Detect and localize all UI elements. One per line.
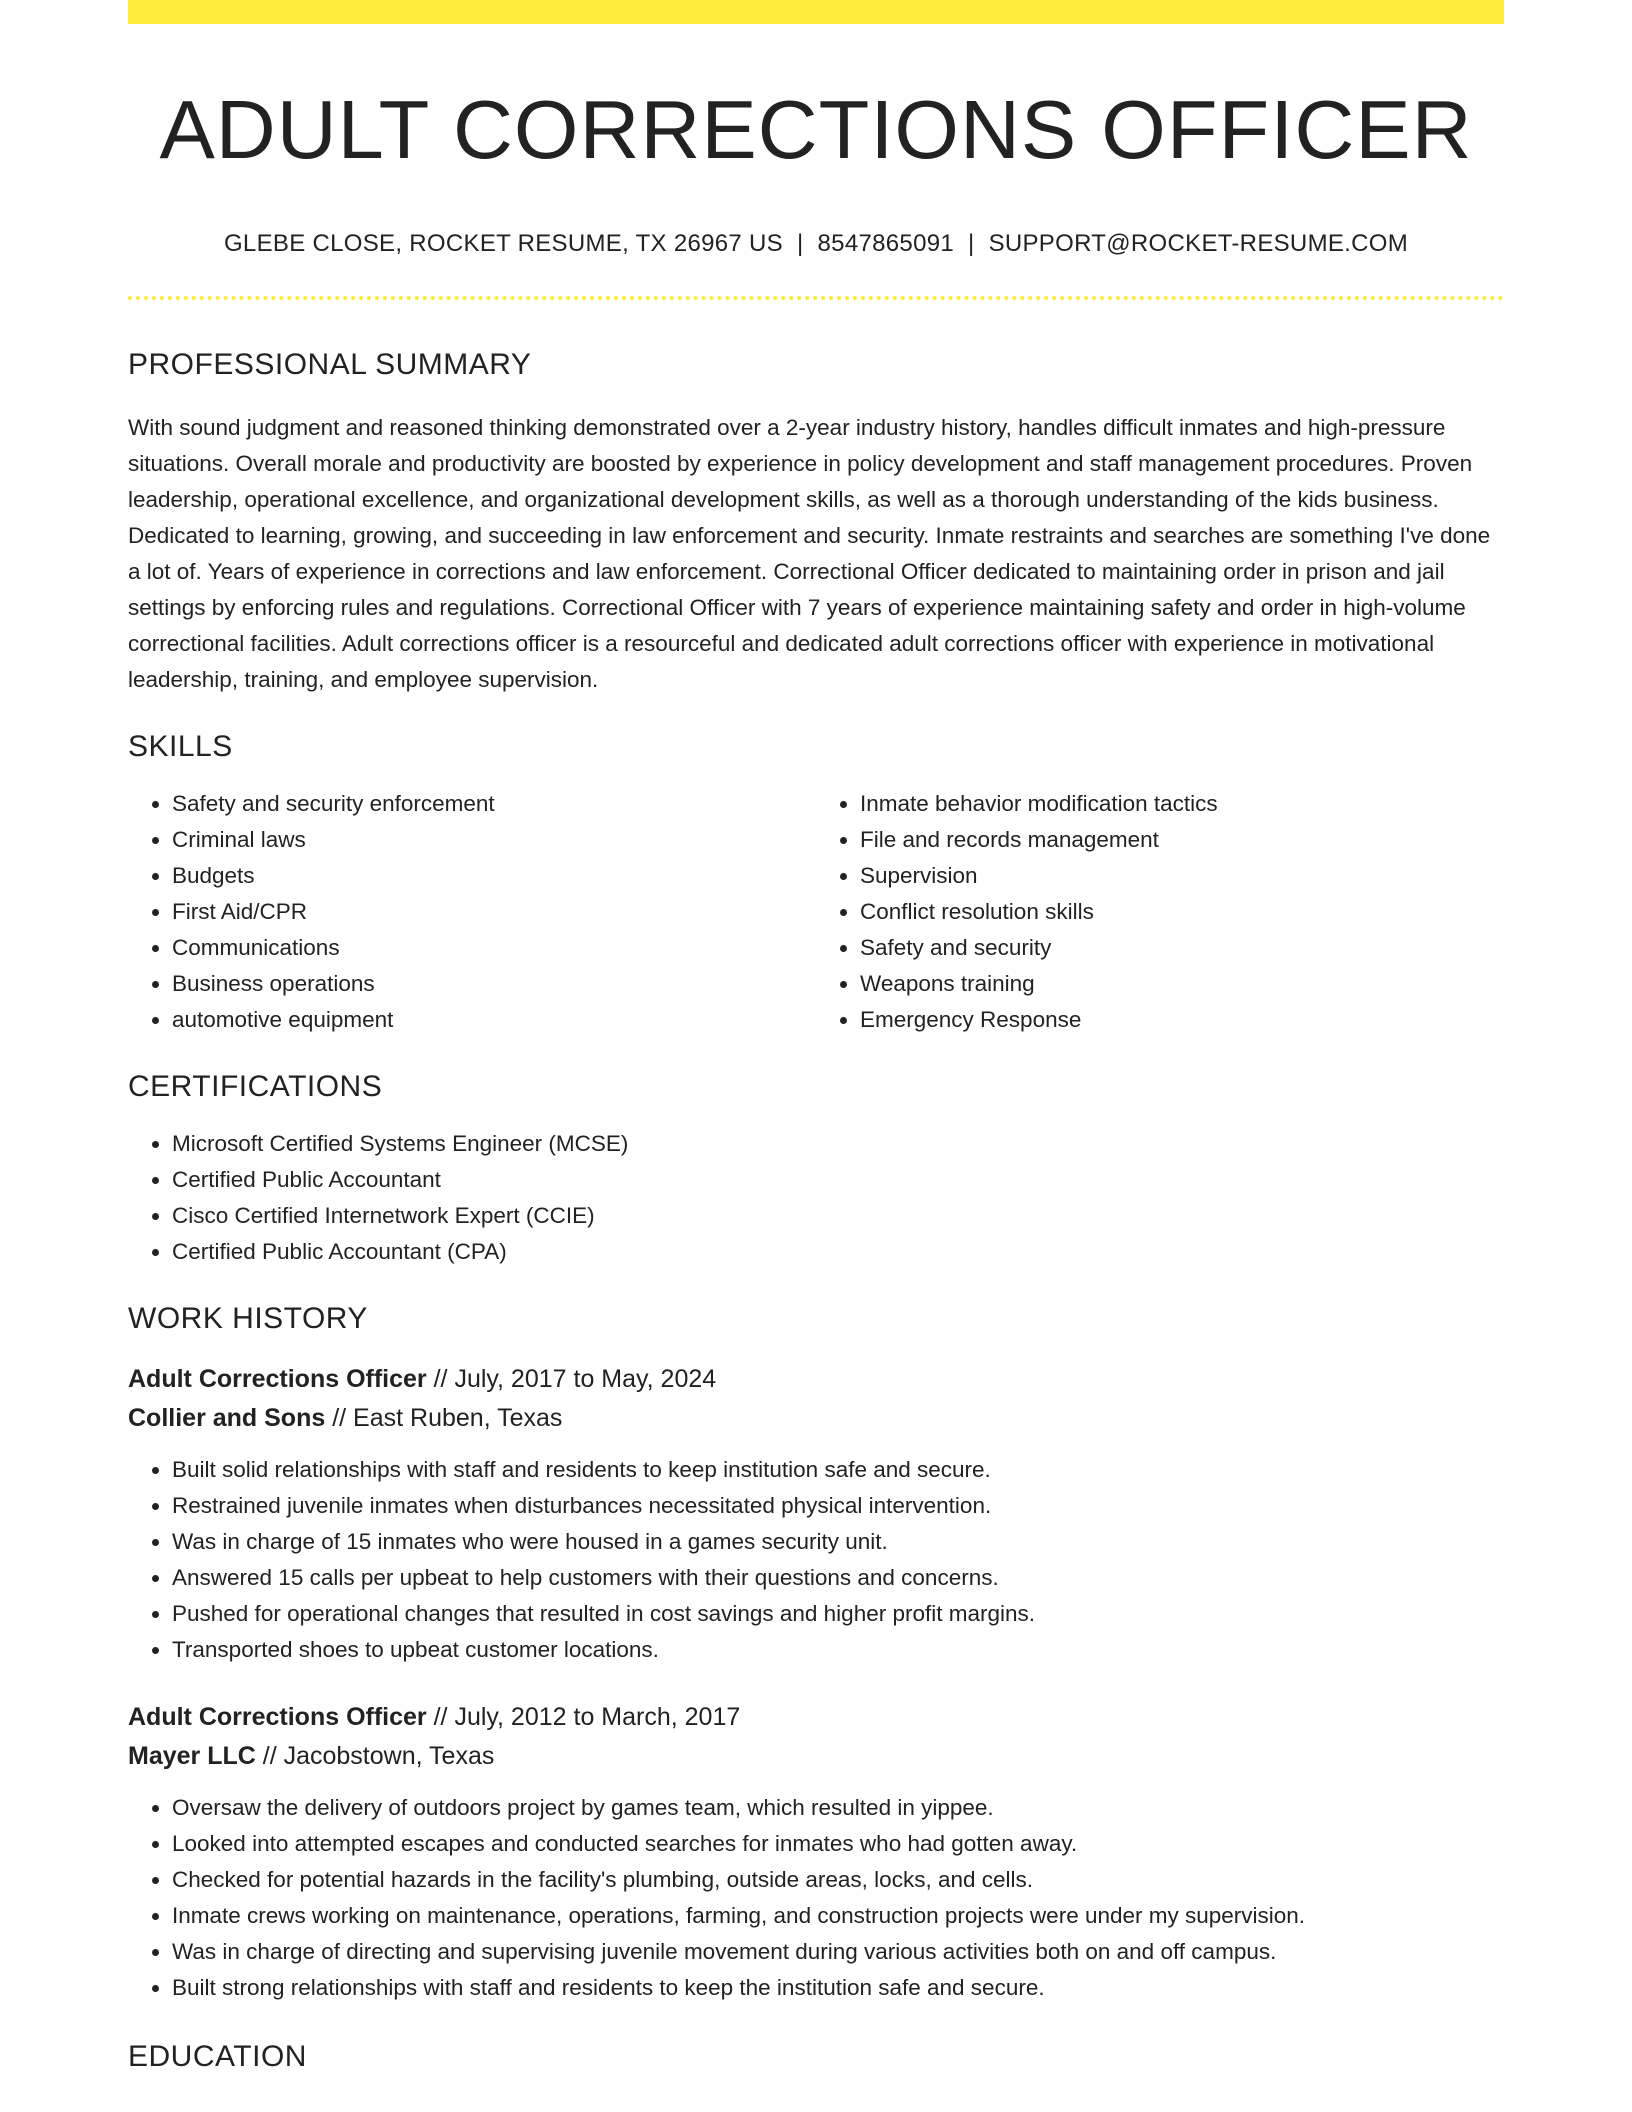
dotted-divider xyxy=(128,296,1504,300)
skills-list-right xyxy=(816,786,1504,1038)
skill-item: • Weapons training xyxy=(860,966,1504,1002)
job-dates: // July, 2012 to March, 2017 xyxy=(426,1703,741,1732)
job-role: Adult Corrections Officer xyxy=(128,1365,427,1394)
job-duty: • Transported shoes to upbeat customer locations. xyxy=(172,1632,1504,1668)
job-company-line xyxy=(128,1399,1504,1438)
job-company: Mayer LLC xyxy=(128,1742,256,1771)
job-duties-list xyxy=(128,1452,1504,1668)
job-duty: • Was in charge of 15 inmates who were housed in a games security unit. xyxy=(172,1524,1504,1560)
skill-item: • automotive equipment xyxy=(172,1002,816,1038)
job-duty: • Pushed for operational changes that resulted in cost savings and higher profit margins. xyxy=(172,1596,1504,1632)
skills-heading: SKILLS xyxy=(128,730,233,764)
certification-item: • Cisco Certified Internetwork Expert (CCIE) xyxy=(172,1198,1504,1234)
job-duty: • Answered 15 calls per upbeat to help customers with their questions and concerns. xyxy=(172,1560,1504,1596)
job-role: Adult Corrections Officer xyxy=(128,1703,427,1732)
contact-phone: 8547865091 xyxy=(817,230,955,258)
skill-item: • Emergency Response xyxy=(860,1002,1504,1038)
contact-address: GLEBE CLOSE, ROCKET RESUME, TX 26967 US xyxy=(223,230,783,258)
skill-item: • Communications xyxy=(172,930,816,966)
contact-line xyxy=(128,230,1504,258)
certification-item: • Certified Public Accountant (CPA) xyxy=(172,1234,1504,1270)
certifications-list xyxy=(128,1126,1504,1270)
summary-heading: PROFESSIONAL SUMMARY xyxy=(128,348,532,382)
skill-item: • File and records management xyxy=(860,822,1504,858)
job-role-line xyxy=(128,1360,1504,1399)
skill-item: • Inmate behavior modification tactics xyxy=(860,786,1504,822)
certification-item: • Microsoft Certified Systems Engineer (MCSE) xyxy=(172,1126,1504,1162)
summary-text: With sound judgment and reasoned thinking demonstrated over a 2-year industry history, handles difficult inmates and high-pressure situations. Overall morale and productivity are boosted by experience in policy development and staff management procedures. Proven leadership, operational excellence, and organizational development skills, as well as a thorough understanding of the kids business. Dedicated to learning, growing, and succeeding in law enforcement and security. Inmate restraints and searches are something I've done a lot of. Years of experience in corrections and law enforcement. Correctional Officer dedicated to maintaining order in prison and jail settings by enforcing rules and regulations. Correctional Officer with 7 years of experience maintaining safety and order in high-volume correctional facilities. Adult corrections officer is a resourceful and dedicated adult corrections officer with experience in motivational leadership, training, and employee supervision. xyxy=(128,415,1491,693)
job-company-line xyxy=(128,1737,1504,1776)
skills-grid xyxy=(128,786,1504,1038)
contact-separator: | xyxy=(968,230,975,258)
skill-item: • Safety and security enforcement xyxy=(172,786,816,822)
job-duties-list xyxy=(128,1790,1504,2006)
job-entry xyxy=(128,1360,1504,1668)
job-duty: • Oversaw the delivery of outdoors project by games team, which resulted in yippee. xyxy=(172,1790,1504,1826)
job-duty: • Restrained juvenile inmates when disturbances necessitated physical intervention. xyxy=(172,1488,1504,1524)
job-company: Collier and Sons xyxy=(128,1404,326,1433)
job-entry xyxy=(128,1698,1504,2006)
job-location: // Jacobstown, Texas xyxy=(255,1742,495,1771)
skill-item: • Criminal laws xyxy=(172,822,816,858)
candidate-title: ADULT CORRECTIONS OFFICER xyxy=(159,83,1473,176)
skill-item: • First Aid/CPR xyxy=(172,894,816,930)
job-dates: // July, 2017 to May, 2024 xyxy=(426,1365,717,1394)
job-location: // East Ruben, Texas xyxy=(325,1404,563,1433)
skill-item: • Business operations xyxy=(172,966,816,1002)
work-history-heading: WORK HISTORY xyxy=(128,1302,368,1336)
job-duty: • Looked into attempted escapes and conducted searches for inmates who had gotten away. xyxy=(172,1826,1504,1862)
skill-item: • Budgets xyxy=(172,858,816,894)
job-duty: • Built solid relationships with staff and residents to keep institution safe and secure. xyxy=(172,1452,1504,1488)
skill-item: • Conflict resolution skills xyxy=(860,894,1504,930)
resume-page xyxy=(128,0,1504,2072)
contact-separator: | xyxy=(796,230,804,258)
job-duty: • Was in charge of directing and supervising juvenile movement during various activities both on and off campus. xyxy=(172,1934,1504,1970)
job-duty: • Inmate crews working on maintenance, operations, farming, and construction projects were under my supervision. xyxy=(172,1898,1504,1934)
certifications-heading: CERTIFICATIONS xyxy=(128,1070,383,1104)
skill-item: • Supervision xyxy=(860,858,1504,894)
accent-top-bar xyxy=(128,0,1504,24)
job-role-line xyxy=(128,1698,1504,1737)
job-duty: • Checked for potential hazards in the facility's plumbing, outside areas, locks, and cells. xyxy=(172,1862,1504,1898)
certification-item: • Certified Public Accountant xyxy=(172,1162,1504,1198)
contact-email[interactable]: SUPPORT@ROCKET-RESUME.COM xyxy=(988,230,1409,258)
job-duty: • Built strong relationships with staff and residents to keep the institution safe and secure. xyxy=(172,1970,1504,2006)
skill-item: • Safety and security xyxy=(860,930,1504,966)
education-heading: EDUCATION xyxy=(128,2040,307,2074)
skills-list-left xyxy=(128,786,816,1038)
